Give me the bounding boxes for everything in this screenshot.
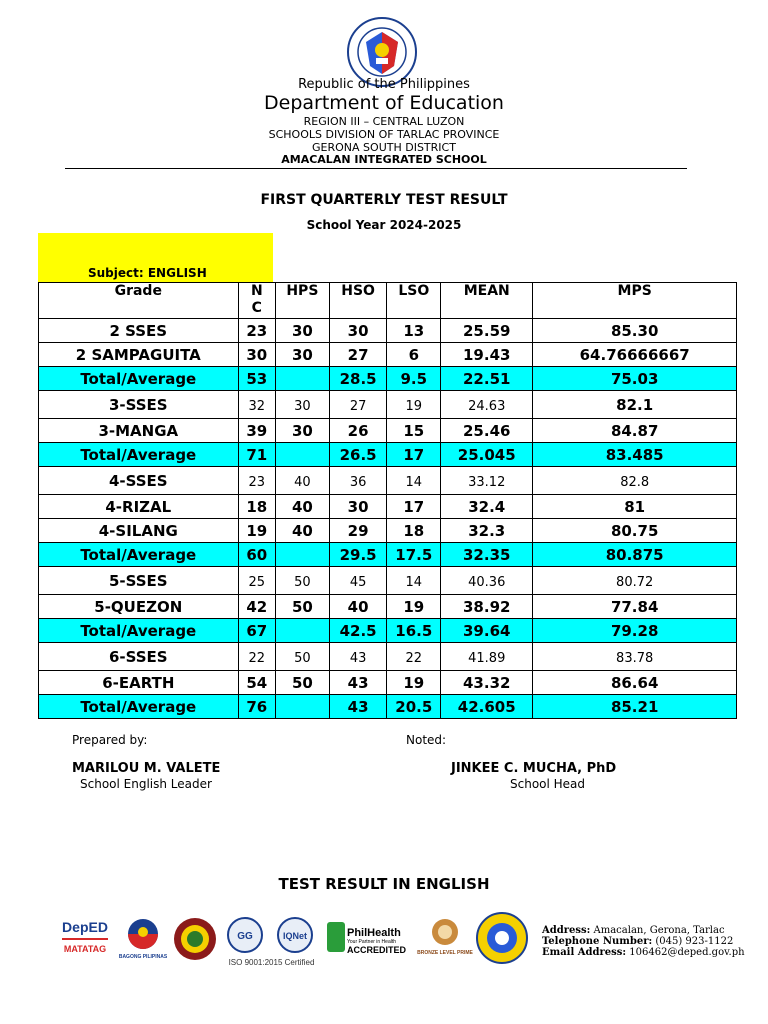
svg-text:IQNet: IQNet (282, 931, 308, 941)
philhealth-logo (325, 916, 415, 962)
table-row (39, 319, 737, 343)
table-cell: 40.36 (441, 567, 533, 595)
svg-text:ACCREDITED: ACCREDITED (347, 945, 407, 955)
table-cell: 67 (238, 619, 275, 643)
table-cell: 5-QUEZON (39, 595, 239, 619)
table-cell: 30 (276, 319, 330, 343)
table-cell: 15 (387, 419, 441, 443)
table-row (39, 671, 737, 695)
table-cell: 60 (238, 543, 275, 567)
table-cell: 32.3 (441, 519, 533, 543)
table-cell: 19 (238, 519, 275, 543)
table-cell: 26.5 (329, 443, 387, 467)
table-cell: 3-SSES (39, 391, 239, 419)
table-row (39, 519, 737, 543)
table-cell: 4-SILANG (39, 519, 239, 543)
division-label: SCHOOLS DIVISION OF TARLAC PROVINCE (268, 128, 500, 141)
table-cell: 43 (329, 671, 387, 695)
school-seal-logo (172, 916, 218, 962)
header-mps: MPS (533, 283, 737, 319)
table-cell: 85.21 (533, 695, 737, 719)
header-hps: HPS (276, 283, 330, 319)
table-cell: 30 (329, 319, 387, 343)
table-row (39, 567, 737, 595)
table-cell: 33.12 (441, 467, 533, 495)
total-row (39, 443, 737, 467)
table-cell: 5-SSES (39, 567, 239, 595)
table-cell: 19 (387, 595, 441, 619)
header-lines (0, 115, 768, 154)
table-cell: 29.5 (329, 543, 387, 567)
total-row (39, 619, 737, 643)
bagong-pilipinas-logo (118, 916, 168, 962)
table-cell: 20.5 (387, 695, 441, 719)
table-cell: 25.59 (441, 319, 533, 343)
table-cell: 80.75 (533, 519, 737, 543)
table-cell: 43 (329, 695, 387, 719)
footer-title: TEST RESULT IN ENGLISH (278, 875, 490, 893)
table-cell: 79.28 (533, 619, 737, 643)
table-row (39, 495, 737, 519)
table-cell: 14 (387, 567, 441, 595)
table-cell: 17 (387, 495, 441, 519)
table-cell (276, 443, 330, 467)
table-cell: 64.76666667 (533, 343, 737, 367)
table-cell: 81 (533, 495, 737, 519)
table-row (39, 419, 737, 443)
header-divider (65, 168, 687, 169)
table-cell: 24.63 (441, 391, 533, 419)
table-cell: 16.5 (387, 619, 441, 643)
table-cell: 82.8 (533, 467, 737, 495)
header-mean: MEAN (441, 283, 533, 319)
table-cell: 13 (387, 319, 441, 343)
table-cell: 83.78 (533, 643, 737, 671)
table-cell: 28.5 (329, 367, 387, 391)
table-cell: 50 (276, 595, 330, 619)
table-row (39, 595, 737, 619)
table-cell: 4-SSES (39, 467, 239, 495)
results-table (38, 282, 737, 719)
table-cell: 38.92 (441, 595, 533, 619)
table-cell: Total/Average (39, 443, 239, 467)
telephone-line: Telephone Number: (045) 923-1122 (542, 936, 734, 947)
subject-label: Subject: ENGLISH (88, 266, 207, 280)
table-cell: 30 (238, 343, 275, 367)
noted-label: Noted: (406, 733, 447, 747)
svg-text:MATATAG: MATATAG (63, 944, 107, 954)
table-cell: 23 (238, 467, 275, 495)
table-cell: 25.46 (441, 419, 533, 443)
table-cell: 2 SAMPAGUITA (39, 343, 239, 367)
table-cell: 23 (238, 319, 275, 343)
table-cell: 32.4 (441, 495, 533, 519)
table-cell: 40 (276, 519, 330, 543)
table-cell: Total/Average (39, 543, 239, 567)
table-cell: 30 (276, 419, 330, 443)
iso-certification-logo (224, 916, 319, 966)
address-line: Address: Amacalan, Gerona, Tarlac (542, 925, 725, 936)
table-cell: 26 (329, 419, 387, 443)
table-cell: 17 (387, 443, 441, 467)
prepared-by-label: Prepared by: (72, 733, 148, 747)
table-cell: 53 (238, 367, 275, 391)
school-name: AMACALAN INTEGRATED SCHOOL (281, 153, 487, 166)
table-cell: 36 (329, 467, 387, 495)
table-cell: 27 (329, 343, 387, 367)
table-cell: 25 (238, 567, 275, 595)
table-cell: 3-MANGA (39, 419, 239, 443)
table-cell: 6-SSES (39, 643, 239, 671)
table-cell: 32 (238, 391, 275, 419)
iso-caption: ISO 9001:2015 Certified (228, 958, 315, 967)
table-cell: 4-RIZAL (39, 495, 239, 519)
table-cell (276, 367, 330, 391)
table-header-row (39, 283, 737, 319)
amacalan-school-logo (474, 912, 530, 964)
header-nc: N C (238, 283, 275, 319)
table-cell: 84.87 (533, 419, 737, 443)
table-row (39, 343, 737, 367)
table-cell: 43.32 (441, 671, 533, 695)
table-cell: 22 (387, 643, 441, 671)
department-name: Department of Education (264, 92, 504, 114)
table-cell: 45 (329, 567, 387, 595)
table-cell: 29 (329, 519, 387, 543)
table-cell: 2 SSES (39, 319, 239, 343)
table-cell: 9.5 (387, 367, 441, 391)
table-cell: 43 (329, 643, 387, 671)
noted-by-role: School Head (510, 777, 586, 791)
table-cell: 85.30 (533, 319, 737, 343)
table-cell: 40 (329, 595, 387, 619)
table-cell: 83.485 (533, 443, 737, 467)
table-cell: 50 (276, 567, 330, 595)
table-row (39, 467, 737, 495)
table-cell: 19 (387, 391, 441, 419)
prepared-by-name: MARILOU M. VALETE (72, 761, 221, 776)
table-cell: 42.605 (441, 695, 533, 719)
table-cell: 18 (387, 519, 441, 543)
table-cell: 39.64 (441, 619, 533, 643)
table-cell: 27 (329, 391, 387, 419)
republic-label: Republic of the Philippines (298, 77, 470, 92)
svg-text:Your Partner in Health: Your Partner in Health (347, 939, 397, 945)
region-label: REGION III – CENTRAL LUZON (303, 115, 465, 128)
email-line: Email Address: 106462@deped.gov.ph (542, 947, 745, 958)
table-cell: 80.72 (533, 567, 737, 595)
header-grade: Grade (39, 283, 239, 319)
table-cell: 22 (238, 643, 275, 671)
table-cell: 54 (238, 671, 275, 695)
table-cell: 40 (276, 495, 330, 519)
svg-text:GG: GG (237, 931, 253, 942)
table-cell (276, 619, 330, 643)
table-cell: 6 (387, 343, 441, 367)
table-cell: 71 (238, 443, 275, 467)
table-cell: 18 (238, 495, 275, 519)
svg-text:DepED: DepED (62, 919, 108, 935)
table-cell: 14 (387, 467, 441, 495)
table-cell: 76 (238, 695, 275, 719)
table-cell: 42 (238, 595, 275, 619)
table-cell: 39 (238, 419, 275, 443)
total-row (39, 367, 737, 391)
table-cell: 30 (276, 391, 330, 419)
table-cell: 32.35 (441, 543, 533, 567)
table-cell: 75.03 (533, 367, 737, 391)
school-contact-info (542, 925, 745, 958)
table-cell (276, 543, 330, 567)
svg-text:BAGONG PILIPINAS: BAGONG PILIPINAS (118, 954, 168, 960)
report-title: FIRST QUARTERLY TEST RESULT (260, 192, 508, 208)
svg-text:PhilHealth: PhilHealth (347, 927, 401, 939)
table-cell: Total/Average (39, 619, 239, 643)
table-row (39, 391, 737, 419)
header-lso: LSO (387, 283, 441, 319)
table-cell: 82.1 (533, 391, 737, 419)
table-cell: Total/Average (39, 695, 239, 719)
noted-by-name: JINKEE C. MUCHA, PhD (451, 761, 617, 776)
table-cell: 30 (276, 343, 330, 367)
table-cell: 19.43 (441, 343, 533, 367)
total-row (39, 543, 737, 567)
table-cell: 77.84 (533, 595, 737, 619)
deped-matatag-logo (60, 916, 110, 962)
table-cell (276, 695, 330, 719)
bronze-level-prime-logo (417, 916, 473, 962)
school-year: School Year 2024-2025 (306, 218, 462, 232)
table-cell: 19 (387, 671, 441, 695)
table-cell: 41.89 (441, 643, 533, 671)
table-cell: Total/Average (39, 367, 239, 391)
table-cell: 30 (329, 495, 387, 519)
table-cell: 50 (276, 671, 330, 695)
table-cell: 40 (276, 467, 330, 495)
table-cell: 25.045 (441, 443, 533, 467)
svg-text:BRONZE LEVEL PRIME: BRONZE LEVEL PRIME (417, 950, 473, 956)
table-cell: 86.64 (533, 671, 737, 695)
prepared-by-role: School English Leader (80, 777, 212, 791)
table-cell: 6-EARTH (39, 671, 239, 695)
table-cell: 42.5 (329, 619, 387, 643)
table-cell: 22.51 (441, 367, 533, 391)
header-hso: HSO (329, 283, 387, 319)
table-cell: 50 (276, 643, 330, 671)
district-label: GERONA SOUTH DISTRICT (312, 141, 456, 154)
table-cell: 80.875 (533, 543, 737, 567)
table-cell: 17.5 (387, 543, 441, 567)
table-body (39, 319, 737, 719)
table-row (39, 643, 737, 671)
total-row (39, 695, 737, 719)
